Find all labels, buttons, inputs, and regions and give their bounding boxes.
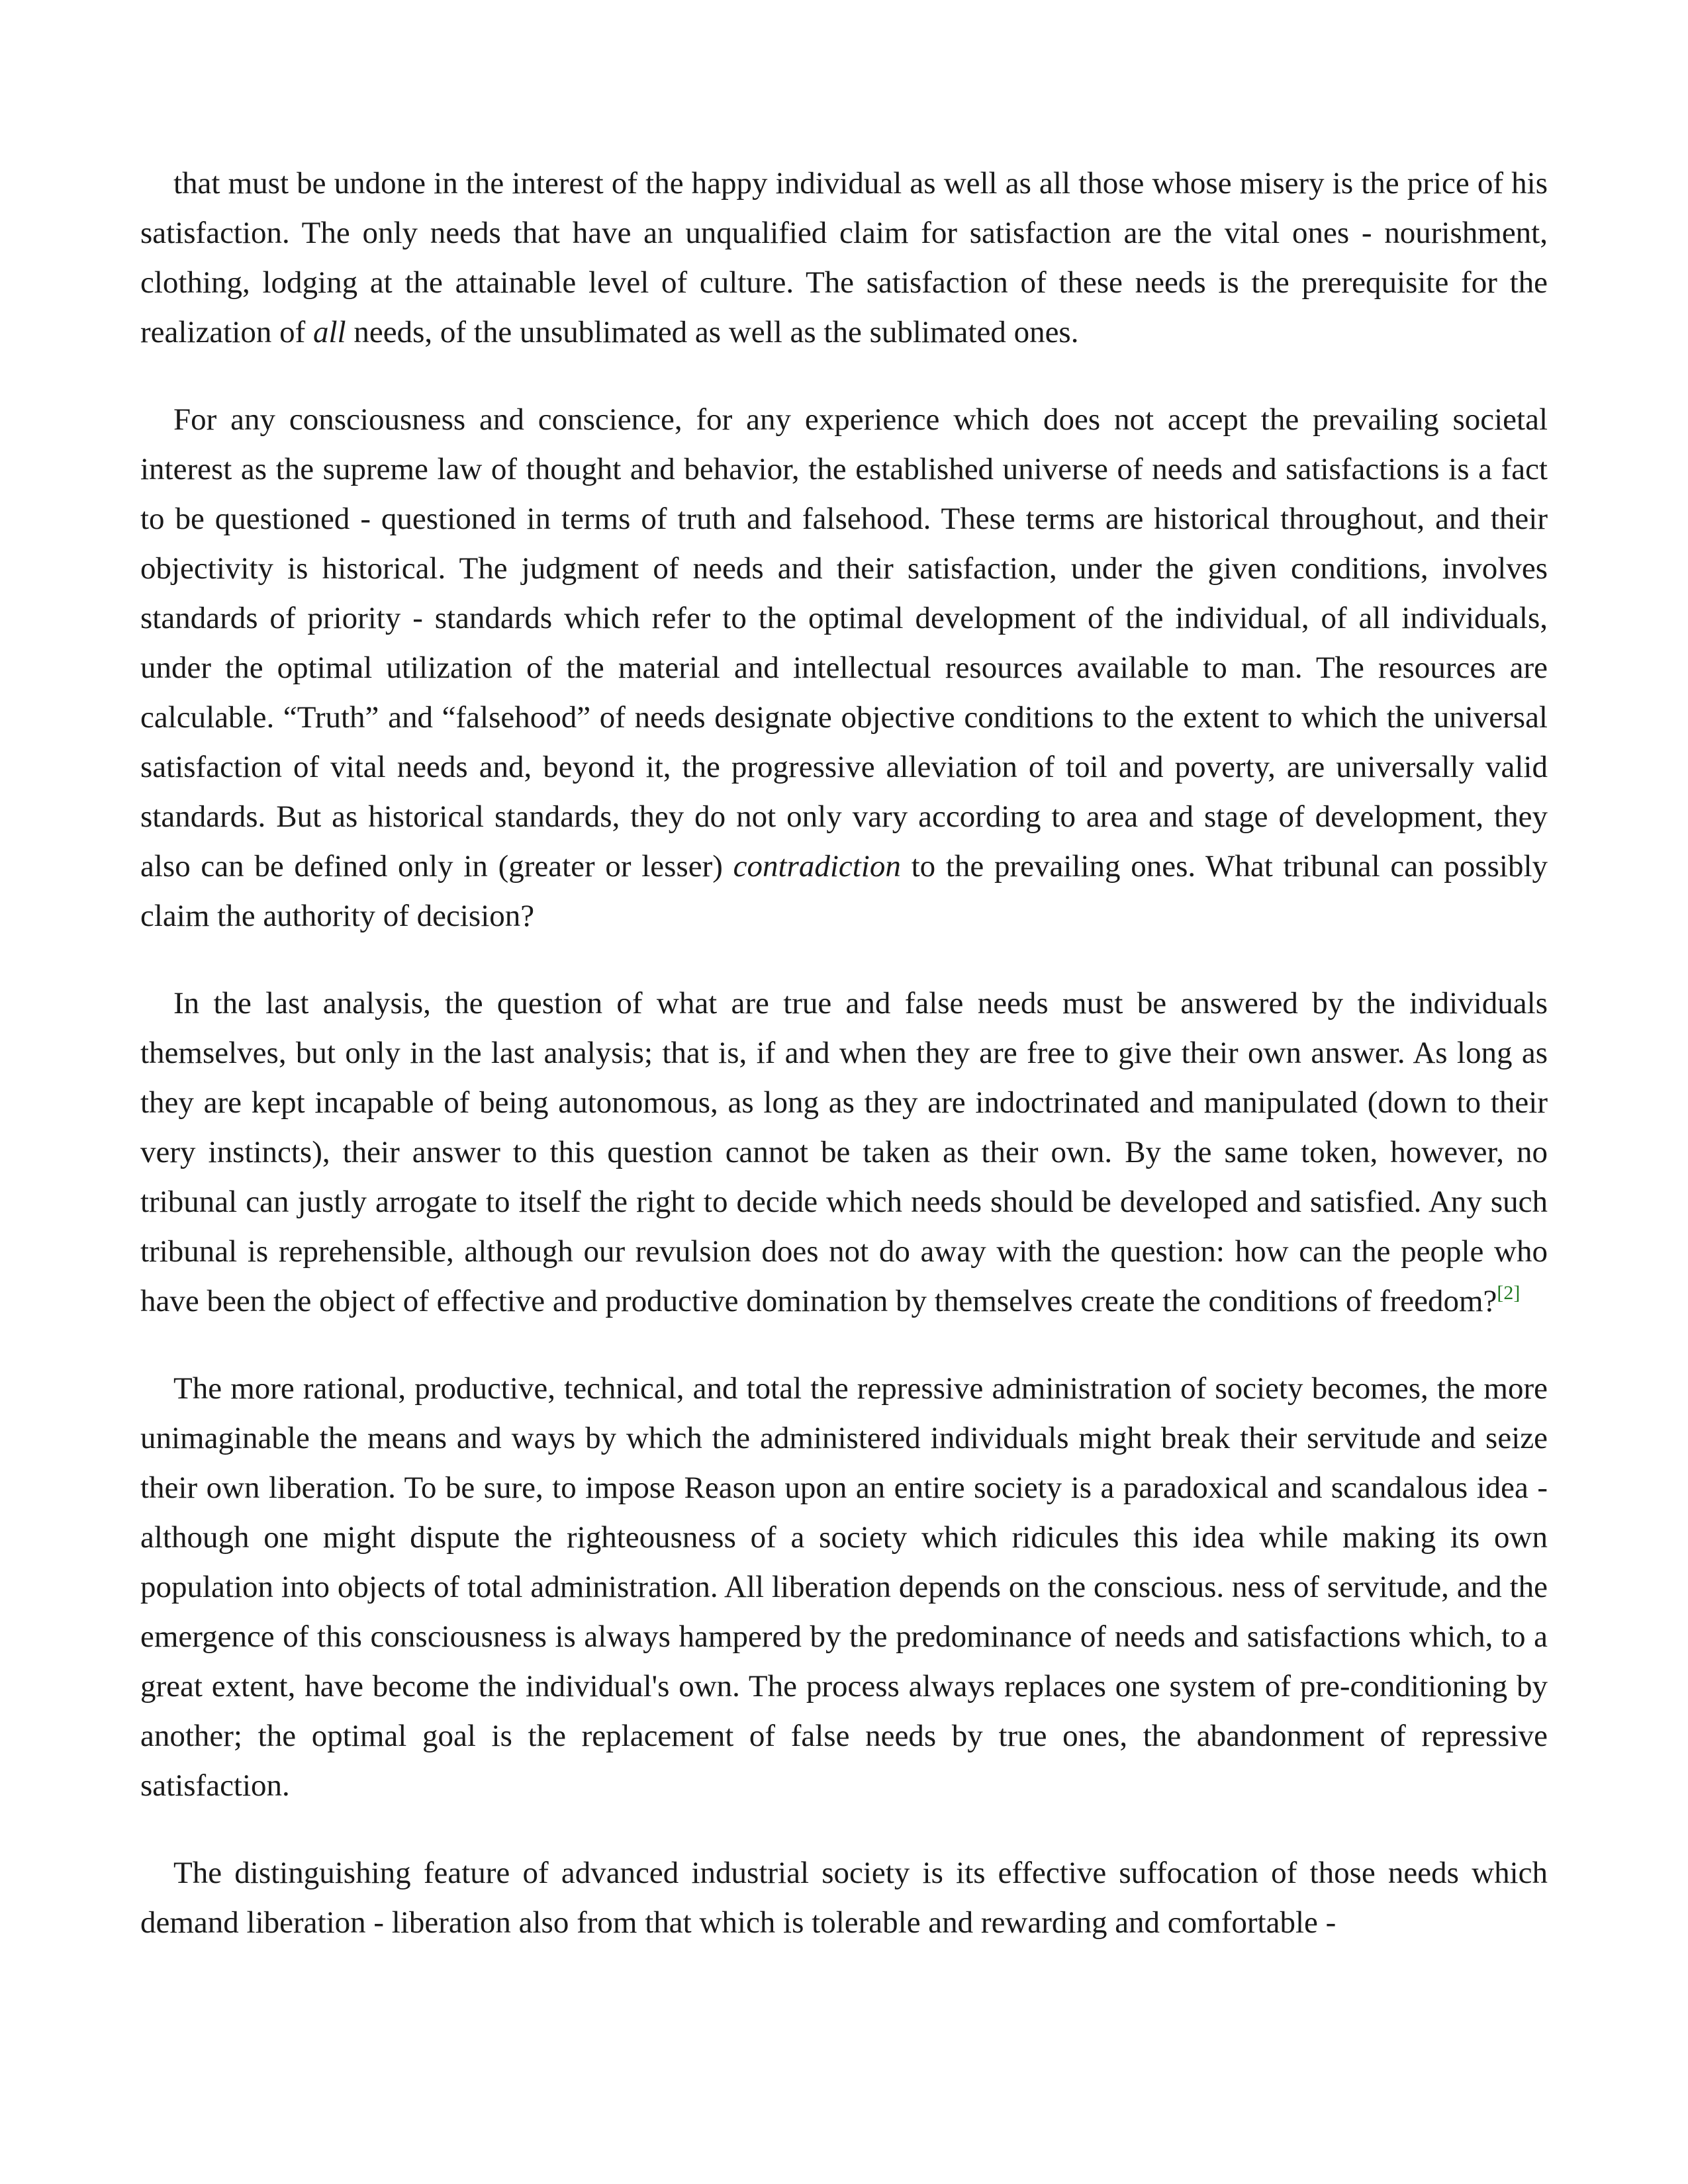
paragraph-text: For any consciousness and conscience, for any experience which does not accept the prevailing societal interest as the supreme law of thought and behavior, the established universe of needs and satisfactions is a fact to be questioned - questioned in terms of truth and falsehood. These terms are historical throughout, and their objectivity is historical. The judgment of needs and their satisfaction, under the given conditions, involves standards of priority - standards which refer to the optimal development of the individual, of all individuals, under the optimal utilization of the material and intellectual resources available to man. The resources are calculable. “Truth” and “falsehood” of needs designate objective conditions to the extent to which the universal satisfaction of vital needs and, beyond it, the progressive alleviation of toil and poverty, are universally valid standards. But as historical standards, they do not only vary according to area and stage of development, they also can be defined only in (greater or lesser) bbox=[140, 402, 1548, 884]
paragraph-text: needs, of the unsublimated as well as the sublimated ones. bbox=[346, 315, 1079, 349]
paragraph-text: that must be undone in the interest of the happy individual as well as all those whose misery is the price of his satisfaction. The only needs that have an unqualified claim for satisfaction are the vital ones - nourishment, clothing, lodging at the attainable level of culture. The satisfaction of these needs is the prerequisite for the realization of bbox=[140, 166, 1548, 349]
emphasis-text: contradiction bbox=[733, 849, 901, 884]
paragraph-text: The distinguishing feature of advanced industrial society is its effective suffocation of those needs which demand liberation - liberation also from that which is tolerable and rewarding and comfortable - bbox=[140, 1856, 1548, 1940]
paragraph-2 bbox=[140, 395, 1548, 941]
paragraph-5 bbox=[140, 1848, 1548, 1948]
paragraph-4 bbox=[140, 1364, 1548, 1811]
document-page bbox=[140, 159, 1548, 1985]
paragraph-3 bbox=[140, 979, 1548, 1326]
paragraph-text: The more rational, productive, technical, and total the repressive administration of society becomes, the more unimaginable the means and ways by which the administered individuals might break their servitude and seize their own liberation. To be sure, to impose Reason upon an entire society is a paradoxical and scandalous idea - although one might dispute the righteousness of a society which ridicules this idea while making its own population into objects of total administration. All liberation depends on the conscious. ness of servitude, and the emergence of this consciousness is always hampered by the predominance of needs and satisfactions which, to a great extent, have become the individual's own. The process always replaces one system of pre-conditioning by another; the optimal goal is the replacement of false needs by true ones, the abandonment of repressive satisfaction. bbox=[140, 1371, 1548, 1803]
paragraph-1 bbox=[140, 159, 1548, 357]
emphasis-text: all bbox=[312, 315, 346, 349]
footnote-link[interactable]: [2] bbox=[1497, 1282, 1521, 1304]
paragraph-text: to the prevailing ones. What tribunal can possibly claim the authority of decision? bbox=[140, 849, 1548, 933]
paragraph-text: In the last analysis, the question of what are true and false needs must be answered by the individuals themselves, but only in the last analysis; that is, if and when they are free to give their own answer. As long as they are kept incapable of being autonomous, as long as they are indoctrinated and manipulated (down to their very instincts), their answer to this question cannot be taken as their own. By the same token, however, no tribunal can justly arrogate to itself the right to decide which needs should be developed and satisfied. Any such tribunal is reprehensible, although our revulsion does not do away with the question: how can the people who have been the object of effective and productive domination by themselves create the conditions of freedom? bbox=[140, 986, 1548, 1318]
